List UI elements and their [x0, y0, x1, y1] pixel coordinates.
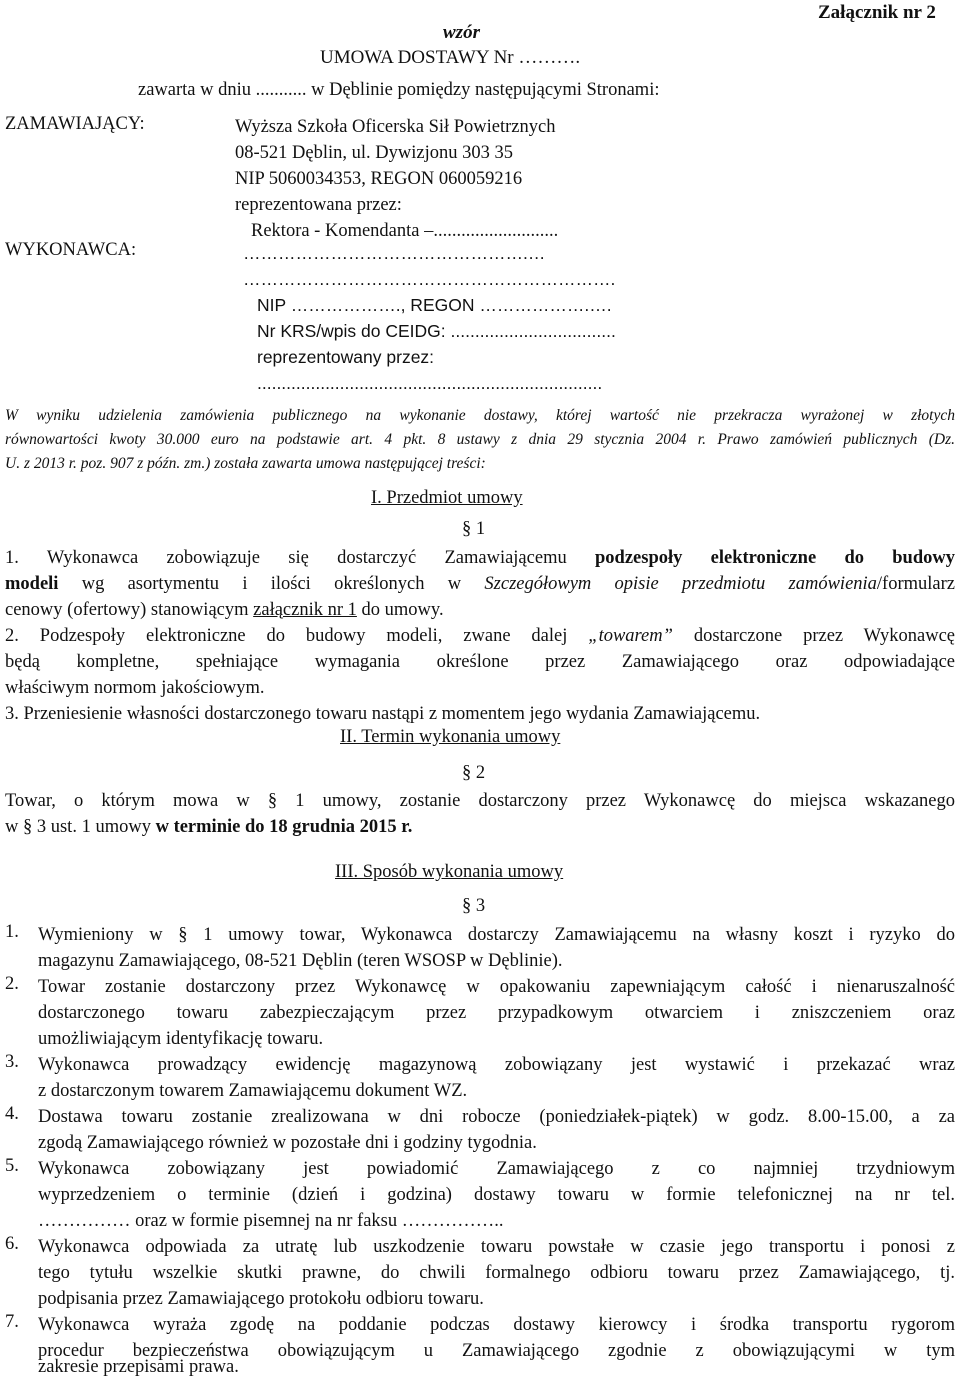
s3-item-line: dostarczonego towaru zabezpieczającym przez przypadkowym otwarciem i zniszczeniem oraz — [38, 1003, 955, 1023]
client-line: reprezentowana przez: — [235, 195, 402, 215]
s1-item-1-line: 1. Wykonawca zobowiązuje się dostarczyć Zamawiającemu podzespoły elektroniczne do budowy — [5, 548, 955, 568]
s3-item-number: 6. — [5, 1234, 19, 1254]
s3-item-number: 3. — [5, 1052, 19, 1072]
s3-item-line: zakresie przepisami prawa. — [38, 1357, 239, 1377]
client-line: Rektora - Komendanta –........................... — [251, 221, 559, 241]
s3-item-line: z dostarczonym towarem Zamawiającemu dokument WZ. — [38, 1081, 468, 1101]
s3-item-line: Wykonawca wyraża zgodę na poddanie podczas dostawy kierowcy i środka transportu rygorom — [38, 1315, 955, 1335]
s1-item-2-line: 2. Podzespoły elektroniczne do budowy modeli, zwane dalej „towarem” dostarczone przez Wykonawcę — [5, 626, 956, 646]
s3-item-number: 7. — [5, 1312, 19, 1332]
contractor-line: ………………………………………………………. — [243, 269, 616, 289]
client-line: NIP 5060034353, REGON 060059216 — [235, 169, 523, 189]
s3-item-line: umożliwiającym identyfikację towaru. — [38, 1029, 324, 1049]
s1-item-2-line: będą kompletne, spełniające wymagania określone przez Zamawiającego oraz odpowiadające — [5, 652, 955, 672]
s3-item-line: Towar zostanie dostarczony przez Wykonawcę w opakowaniu zapewniającym całość i nienaruszalność — [38, 977, 955, 997]
s1-item-1-line: cenowy (ofertowy) stanowiącym załącznik nr 1 do umowy. — [5, 600, 444, 620]
section-heading-1: I. Przedmiot umowy — [371, 488, 523, 508]
contractor-block — [243, 240, 616, 396]
contractor-line: Nr KRS/wpis do CEIDG: .................................. — [257, 321, 616, 341]
s1-item-1-line: modeli wg asortymentu i ilości określonych w Szczegółowym opisie przedmiotu zamówienia/formularz — [5, 574, 955, 594]
s3-item-line: …………… oraz w formie pisemnej na nr faksu …………….. — [38, 1211, 504, 1231]
document-title: UMOWA DOSTAWY Nr ………. — [320, 47, 581, 68]
s3-item-line: zgodą Zamawiającego również w pozostałe dni i godziny tygodnia. — [38, 1133, 537, 1153]
contractor-line: reprezentowany przez: — [257, 347, 435, 367]
s3-item-number: 5. — [5, 1156, 19, 1176]
paragraph-mark: § 3 — [462, 896, 486, 916]
section-heading-3: III. Sposób wykonania umowy — [335, 862, 564, 882]
contractor-label: WYKONAWCA: — [5, 240, 137, 260]
s3-item-line: Wykonawca odpowiada za utratę lub uszkodzenie towaru powstałe w czasie jego transportu i ponosi z — [38, 1237, 955, 1257]
contractor-line: NIP ………………., REGON ……………….…. — [257, 295, 612, 315]
s3-item-number: 1. — [5, 922, 19, 942]
s3-item-line: Wykonawca zobowiązany jest powiadomić Zamawiającego z co najmniej trzydniowym — [38, 1159, 955, 1179]
s3-item-number: 2. — [5, 974, 19, 994]
client-label: ZAMAWIAJĄCY: — [5, 114, 145, 134]
s2-line: Towar, o którym mowa w § 1 umowy, zostanie dostarczony przez Wykonawcę do miejsca wskazanego — [5, 791, 955, 811]
s3-item-line: tego tytułu wszelkie skutki prawne, do chwili formalnego odbioru towaru przez Zamawiającego, tj. — [38, 1263, 955, 1283]
s3-item-line: podpisania przez Zamawiającego protokołu odbioru towaru. — [38, 1289, 484, 1309]
contractor-line: ....................................................................... — [257, 373, 603, 393]
intro-line: równowartości kwoty 30.000 euro na podstawie art. 4 pkt. 8 ustawy z dnia 29 stycznia 2004 r. Prawo zamówień publicznych (Dz. — [5, 431, 955, 448]
client-line: Wyższa Szkoła Oficerska Sił Powietrznych — [235, 117, 556, 137]
client-block — [235, 114, 558, 244]
s3-item-line: magazynu Zamawiającego, 08-521 Dęblin (teren WSOSP w Dęblinie). — [38, 951, 563, 971]
s2-line: w § 3 ust. 1 umowy w terminie do 18 grudnia 2015 r. — [5, 817, 413, 837]
concluded-line: zawarta w dniu ........... w Dęblinie pomiędzy następującymi Stronami: — [138, 80, 660, 100]
client-line: 08-521 Dęblin, ul. Dywizjonu 303 35 — [235, 143, 513, 163]
attachment-label: Załącznik nr 2 — [818, 2, 936, 23]
s3-item-line: Wykonawca prowadzący ewidencję magazynową zobowiązany jest wystawić i przekazać wraz — [38, 1055, 955, 1075]
paragraph-mark: § 2 — [462, 763, 486, 783]
intro-line: W wyniku udzielenia zamówienia publicznego na wykonanie dostawy, której wartość nie przekracza wyrażonej w złotych — [5, 407, 955, 424]
s1-item-2-line: właściwym normom jakościowym. — [5, 678, 265, 698]
s1-item-3-line: 3. Przeniesienie własności dostarczonego towaru nastąpi z momentem jego wydania Zamawiającemu. — [5, 704, 761, 724]
s3-item-line: Wymieniony w § 1 umowy towar, Wykonawca dostarczy Zamawiającemu na własny koszt i ryzyko do — [38, 925, 955, 945]
s3-item-line: wyprzedzeniem o terminie (dzień i godzina) dostawy towaru w formie telefonicznej na nr tel. — [38, 1185, 955, 1205]
contractor-line: ………………………………………….… — [243, 243, 546, 263]
template-label: wzór — [443, 22, 480, 43]
intro-line: U. z 2013 r. poz. 907 z późn. zm.) została zawarta umowa następującej treści: — [5, 455, 486, 472]
s3-item-line: Dostawa towaru zostanie zrealizowana w dni robocze (poniedziałek-piątek) w godz. 8.00-15.00, a za — [38, 1107, 955, 1127]
s3-item-line: procedur bezpieczeństwa obowiązującym u Zamawiającego zgodnie z obowiązującymi w tym — [38, 1341, 955, 1361]
s3-item-number: 4. — [5, 1104, 19, 1124]
section-heading-2: II. Termin wykonania umowy — [340, 727, 561, 747]
paragraph-mark: § 1 — [462, 519, 486, 539]
